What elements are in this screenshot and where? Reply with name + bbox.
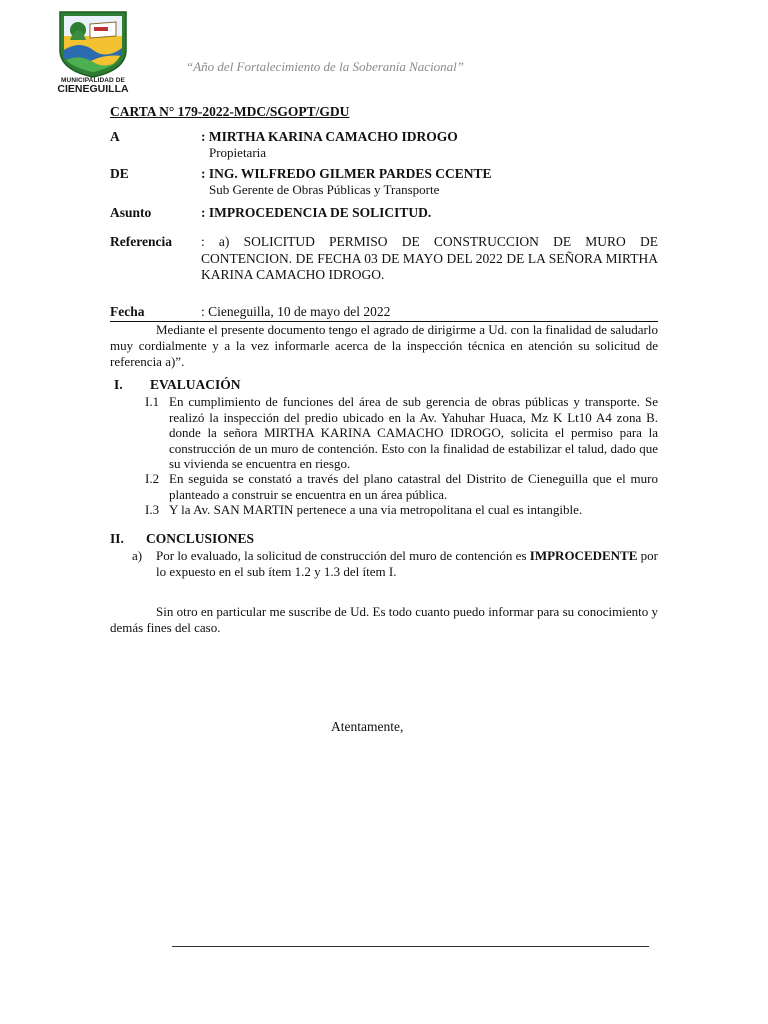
- item-text: En seguida se constató a través del plano catastral del Distrito de Cieneguilla que el muro planteado a construir se encuentra en un área pública.: [169, 471, 658, 502]
- evaluation-item: [145, 471, 658, 502]
- subject-value: : IMPROCEDENCIA DE SOLICITUD.: [201, 205, 432, 220]
- date-row: [110, 304, 658, 322]
- reference-value: : a) SOLICITUD PERMISO DE CONSTRUCCION DE MURO DE CONTENCION. DE FECHA 03 DE MAYO DEL 2022 DE LA SEÑORA MIRTHA KARINA CAMACHO IDROGO.: [201, 234, 658, 282]
- from-label: DE: [110, 166, 129, 181]
- date-value: : Cieneguilla, 10 de mayo del 2022: [201, 304, 391, 319]
- logo-text-district: CIENEGUILLA: [57, 83, 129, 95]
- evaluation-title: EVALUACIÓN: [150, 377, 241, 392]
- evaluation-item: [145, 394, 658, 472]
- farewell: Atentamente,: [331, 719, 404, 734]
- date-label: Fecha: [110, 304, 145, 319]
- reference-label: Referencia: [110, 234, 172, 249]
- national-motto: “Año del Fortalecimiento de la Soberanía Nacional”: [186, 59, 465, 74]
- conclusions-title: CONCLUSIONES: [146, 531, 255, 546]
- logo-text-municipality: MUNICIPALIDAD DE: [61, 77, 125, 84]
- conclusion-item-number: a): [132, 548, 143, 563]
- conclusions-heading: [110, 531, 254, 547]
- to-role: Propietaria: [209, 145, 267, 160]
- from-role: Sub Gerente de Obras Públicas y Transporte: [209, 182, 440, 197]
- item-text: En cumplimiento de funciones del área de sub gerencia de obras públicas y transporte. Se realizó la inspección del predio ubicado en la Av. Yahuhar Huaca, Mz K Lt10 A4 zona B. donde la señora MIRTHA KARINA CAMACHO IDROGO, solicita el permiso para la construcción de un muro de contención. Esto con la finalidad de estabilizar el talud, dado que su vivienda se encuentra en riesgo.: [169, 394, 658, 471]
- conclusion-verdict: IMPROCEDENTE: [529, 548, 638, 563]
- item-number: I.3: [145, 502, 160, 517]
- item-number: I.1: [145, 394, 160, 409]
- conclusion-item-text: [156, 548, 658, 579]
- subject-label: Asunto: [110, 205, 152, 220]
- signature-line: [172, 946, 649, 947]
- item-text: Y la Av. SAN MARTIN pertenece a una via metropolitana el cual es intangible.: [169, 502, 583, 517]
- from-value: : ING. WILFREDO GILMER PARDES CCENTE: [201, 166, 492, 181]
- conclusion-text-after: por lo expuesto en el sub ítem 1.2 y 1.3 del ítem I.: [156, 548, 659, 579]
- evaluation-item: [145, 502, 658, 518]
- closing-paragraph: Sin otro en particular me suscribe de Ud. Es todo cuanto puedo informar para su conocimiento y demás fines del caso.: [110, 604, 658, 635]
- to-label: A: [110, 129, 120, 144]
- conclusion-text-before: Por lo evaluado, la solicitud de construcción del muro de contención es: [156, 548, 527, 563]
- conclusions-number: II.: [110, 531, 124, 546]
- letter-number: CARTA N° 179-2022-MDC/SGOPT/GDU: [110, 104, 350, 119]
- evaluation-heading: [114, 377, 241, 393]
- evaluation-number: I.: [114, 377, 123, 392]
- item-number: I.2: [145, 471, 160, 486]
- intro-paragraph: Mediante el presente documento tengo el agrado de dirigirme a Ud. con la finalidad de saludarlo muy cordialmente y a la vez informarle acerca de la inspección técnica en atención su solicitud de referencia a)”.: [110, 322, 658, 369]
- to-value: : MIRTHA KARINA CAMACHO IDROGO: [201, 129, 458, 144]
- conclusion-item: [132, 548, 658, 579]
